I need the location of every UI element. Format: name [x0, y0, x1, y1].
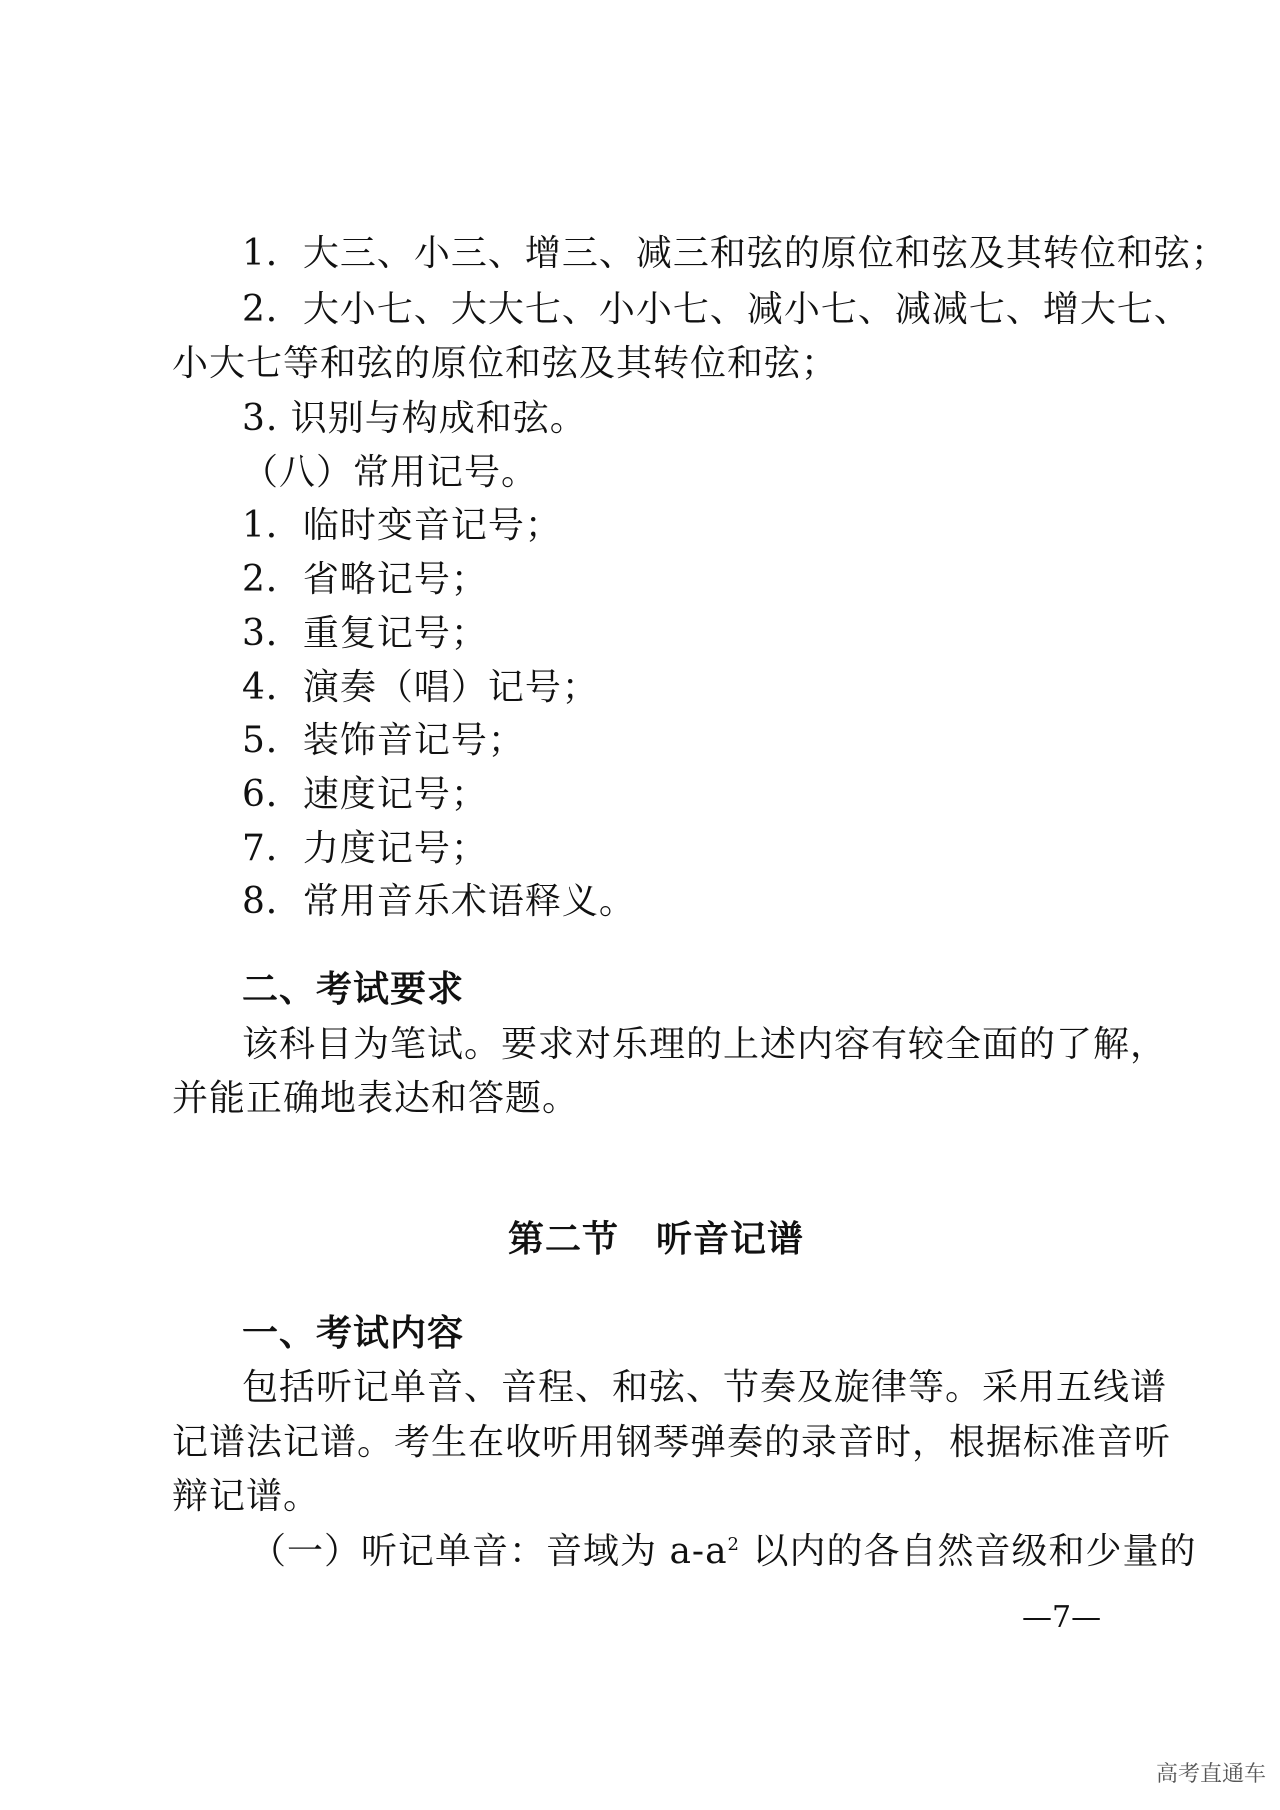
- page-number: —7—: [1022, 1600, 1102, 1635]
- subsection-heading-common-symbols: （八）常用记号。: [242, 452, 539, 493]
- requirements-paragraph-line-2: 并能正确地表达和答题。: [172, 1078, 580, 1119]
- single-note-text-start: （一）听记单音：音域为 a-a: [250, 1531, 728, 1572]
- symbol-item-3: 3．重复记号；: [242, 613, 488, 654]
- single-note-paragraph: [250, 1530, 1196, 1574]
- chord-item-2: 2．大小七、大大七、小小七、减小七、减减七、增大七、: [242, 289, 1191, 330]
- chord-item-3: 3. 识别与构成和弦。: [242, 398, 587, 439]
- symbol-item-8: 8．常用音乐术语释义。: [242, 881, 636, 922]
- requirements-paragraph-line-1: 该科目为笔试。要求对乐理的上述内容有较全面的了解，: [242, 1024, 1168, 1065]
- symbol-item-7: 7．力度记号；: [242, 828, 488, 869]
- heading-exam-content: 一、考试内容: [242, 1312, 465, 1354]
- content-paragraph-line-2: 记谱法记谱。考生在收听用钢琴弹奏的录音时，根据标准音听: [172, 1422, 1172, 1463]
- section-title: 第二节 听音记谱: [508, 1218, 805, 1260]
- heading-exam-requirements: 二、考试要求: [242, 968, 465, 1010]
- chord-item-2-continued: 小大七等和弦的原位和弦及其转位和弦；: [172, 343, 839, 384]
- symbol-item-4: 4．演奏（唱）记号；: [242, 667, 599, 708]
- chord-item-1: 1．大三、小三、增三、减三和弦的原位和弦及其转位和弦；: [242, 233, 1228, 274]
- symbol-item-1: 1．临时变音记号；: [242, 505, 562, 546]
- symbol-item-6: 6．速度记号；: [242, 774, 488, 815]
- symbol-item-5: 5．装饰音记号；: [242, 720, 525, 761]
- watermark: 高考直通车: [1155, 1762, 1266, 1787]
- superscript-2: 2: [727, 1534, 740, 1555]
- content-paragraph-line-1: 包括听记单音、音程、和弦、节奏及旋律等。采用五线谱: [242, 1367, 1168, 1408]
- symbol-item-2: 2．省略记号；: [242, 559, 488, 600]
- content-paragraph-line-3: 辩记谱。: [172, 1476, 321, 1517]
- single-note-text-end: 以内的各自然音级和少量的: [740, 1531, 1197, 1572]
